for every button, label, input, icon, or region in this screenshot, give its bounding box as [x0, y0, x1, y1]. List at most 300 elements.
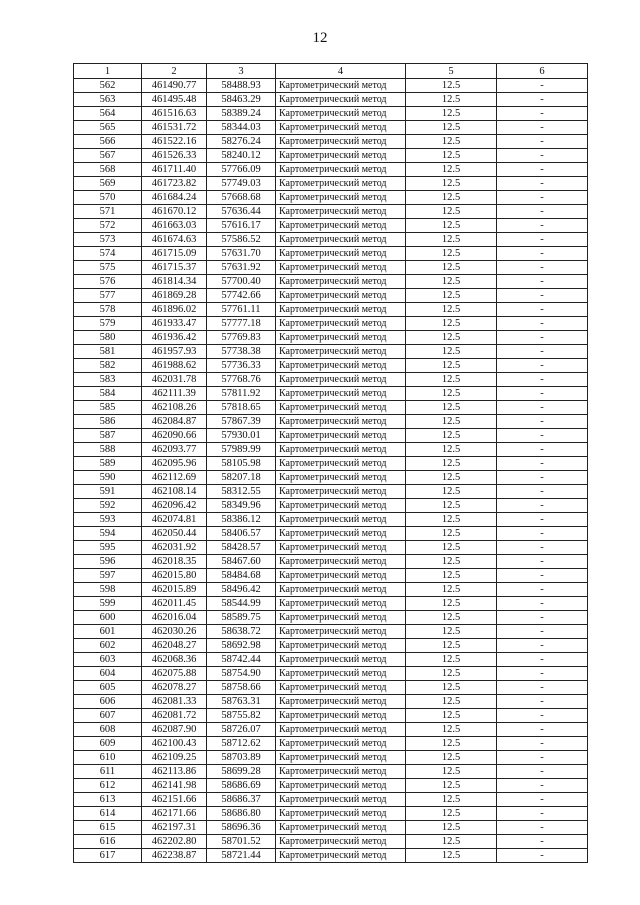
note-cell: -	[497, 527, 588, 541]
table-row	[74, 513, 588, 527]
x-coordinate-cell: 462096.42	[142, 499, 207, 513]
accuracy-cell: 12.5	[406, 317, 497, 331]
table-row	[74, 625, 588, 639]
table-row	[74, 821, 588, 835]
y-coordinate-cell: 58389.24	[207, 107, 276, 121]
x-coordinate-cell: 461522.16	[142, 135, 207, 149]
accuracy-cell: 12.5	[406, 373, 497, 387]
method-cell: Картометрический метод	[276, 569, 406, 583]
method-cell: Картометрический метод	[276, 205, 406, 219]
x-coordinate-cell: 462048.27	[142, 639, 207, 653]
table-row	[74, 681, 588, 695]
accuracy-cell: 12.5	[406, 499, 497, 513]
table-row	[74, 317, 588, 331]
y-coordinate-cell: 58276.24	[207, 135, 276, 149]
y-coordinate-cell: 58686.80	[207, 807, 276, 821]
table-row	[74, 751, 588, 765]
method-cell: Картометрический метод	[276, 443, 406, 457]
note-cell: -	[497, 513, 588, 527]
y-coordinate-cell: 57930.01	[207, 429, 276, 443]
accuracy-cell: 12.5	[406, 555, 497, 569]
table-row	[74, 597, 588, 611]
method-cell: Картометрический метод	[276, 345, 406, 359]
note-cell: -	[497, 681, 588, 695]
x-coordinate-cell: 461670.12	[142, 205, 207, 219]
y-coordinate-cell: 58105.98	[207, 457, 276, 471]
y-coordinate-cell: 58763.31	[207, 695, 276, 709]
x-coordinate-cell: 462068.36	[142, 653, 207, 667]
method-cell: Картометрический метод	[276, 331, 406, 345]
x-coordinate-cell: 462011.45	[142, 597, 207, 611]
point-number-cell: 571	[74, 205, 142, 219]
point-number-cell: 617	[74, 849, 142, 863]
table-header-row	[74, 64, 588, 79]
accuracy-cell: 12.5	[406, 275, 497, 289]
x-coordinate-cell: 462016.04	[142, 611, 207, 625]
method-cell: Картометрический метод	[276, 765, 406, 779]
y-coordinate-cell: 58544.99	[207, 597, 276, 611]
y-coordinate-cell: 58754.90	[207, 667, 276, 681]
note-cell: -	[497, 639, 588, 653]
table-row	[74, 457, 588, 471]
method-cell: Картометрический метод	[276, 373, 406, 387]
x-coordinate-cell: 461495.48	[142, 93, 207, 107]
x-coordinate-cell: 462090.66	[142, 429, 207, 443]
column-header: 4	[276, 64, 406, 79]
table-row	[74, 387, 588, 401]
x-coordinate-cell: 462093.77	[142, 443, 207, 457]
point-number-cell: 585	[74, 401, 142, 415]
y-coordinate-cell: 58406.57	[207, 527, 276, 541]
y-coordinate-cell: 58496.42	[207, 583, 276, 597]
note-cell: -	[497, 429, 588, 443]
note-cell: -	[497, 317, 588, 331]
note-cell: -	[497, 821, 588, 835]
table-row	[74, 541, 588, 555]
point-number-cell: 589	[74, 457, 142, 471]
x-coordinate-cell: 462238.87	[142, 849, 207, 863]
point-number-cell: 593	[74, 513, 142, 527]
method-cell: Картометрический метод	[276, 471, 406, 485]
method-cell: Картометрический метод	[276, 527, 406, 541]
y-coordinate-cell: 58699.28	[207, 765, 276, 779]
y-coordinate-cell: 58703.89	[207, 751, 276, 765]
y-coordinate-cell: 57636.44	[207, 205, 276, 219]
note-cell: -	[497, 219, 588, 233]
note-cell: -	[497, 79, 588, 93]
accuracy-cell: 12.5	[406, 331, 497, 345]
table-row	[74, 695, 588, 709]
y-coordinate-cell: 57768.76	[207, 373, 276, 387]
table-row	[74, 289, 588, 303]
point-number-cell: 567	[74, 149, 142, 163]
y-coordinate-cell: 58240.12	[207, 149, 276, 163]
point-number-cell: 587	[74, 429, 142, 443]
table-row	[74, 569, 588, 583]
point-number-cell: 608	[74, 723, 142, 737]
table-row	[74, 583, 588, 597]
note-cell: -	[497, 443, 588, 457]
x-coordinate-cell: 462100.43	[142, 737, 207, 751]
page-number: 12	[312, 30, 328, 46]
table-row	[74, 835, 588, 849]
method-cell: Картометрический метод	[276, 499, 406, 513]
accuracy-cell: 12.5	[406, 625, 497, 639]
point-number-cell: 586	[74, 415, 142, 429]
point-number-cell: 578	[74, 303, 142, 317]
table-body	[74, 79, 588, 863]
method-cell: Картометрический метод	[276, 163, 406, 177]
table-row	[74, 93, 588, 107]
method-cell: Картометрический метод	[276, 807, 406, 821]
note-cell: -	[497, 471, 588, 485]
method-cell: Картометрический метод	[276, 177, 406, 191]
y-coordinate-cell: 58488.93	[207, 79, 276, 93]
table-row	[74, 163, 588, 177]
accuracy-cell: 12.5	[406, 611, 497, 625]
method-cell: Картометрический метод	[276, 485, 406, 499]
y-coordinate-cell: 58755.82	[207, 709, 276, 723]
note-cell: -	[497, 765, 588, 779]
accuracy-cell: 12.5	[406, 569, 497, 583]
method-cell: Картометрический метод	[276, 779, 406, 793]
x-coordinate-cell: 462113.86	[142, 765, 207, 779]
note-cell: -	[497, 653, 588, 667]
x-coordinate-cell: 462015.89	[142, 583, 207, 597]
accuracy-cell: 12.5	[406, 821, 497, 835]
x-coordinate-cell: 461896.02	[142, 303, 207, 317]
method-cell: Картометрический метод	[276, 303, 406, 317]
note-cell: -	[497, 415, 588, 429]
point-number-cell: 566	[74, 135, 142, 149]
table-row	[74, 415, 588, 429]
point-number-cell: 611	[74, 765, 142, 779]
table-row	[74, 779, 588, 793]
note-cell: -	[497, 247, 588, 261]
y-coordinate-cell: 57761.11	[207, 303, 276, 317]
method-cell: Картометрический метод	[276, 737, 406, 751]
y-coordinate-cell: 58758.66	[207, 681, 276, 695]
y-coordinate-cell: 58312.55	[207, 485, 276, 499]
accuracy-cell: 12.5	[406, 289, 497, 303]
point-number-cell: 570	[74, 191, 142, 205]
table-row	[74, 401, 588, 415]
coordinates-table	[73, 63, 588, 863]
point-number-cell: 615	[74, 821, 142, 835]
x-coordinate-cell: 462074.81	[142, 513, 207, 527]
y-coordinate-cell: 57631.92	[207, 261, 276, 275]
method-cell: Картометрический метод	[276, 723, 406, 737]
accuracy-cell: 12.5	[406, 303, 497, 317]
method-cell: Картометрический метод	[276, 317, 406, 331]
method-cell: Картометрический метод	[276, 289, 406, 303]
point-number-cell: 563	[74, 93, 142, 107]
accuracy-cell: 12.5	[406, 401, 497, 415]
accuracy-cell: 12.5	[406, 653, 497, 667]
table-row	[74, 765, 588, 779]
y-coordinate-cell: 58386.12	[207, 513, 276, 527]
table-row	[74, 611, 588, 625]
method-cell: Картометрический метод	[276, 611, 406, 625]
point-number-cell: 584	[74, 387, 142, 401]
accuracy-cell: 12.5	[406, 737, 497, 751]
accuracy-cell: 12.5	[406, 135, 497, 149]
method-cell: Картометрический метод	[276, 275, 406, 289]
x-coordinate-cell: 462109.25	[142, 751, 207, 765]
method-cell: Картометрический метод	[276, 597, 406, 611]
table-row	[74, 737, 588, 751]
accuracy-cell: 12.5	[406, 163, 497, 177]
point-number-cell: 564	[74, 107, 142, 121]
note-cell: -	[497, 373, 588, 387]
accuracy-cell: 12.5	[406, 191, 497, 205]
accuracy-cell: 12.5	[406, 807, 497, 821]
note-cell: -	[497, 737, 588, 751]
point-number-cell: 562	[74, 79, 142, 93]
note-cell: -	[497, 149, 588, 163]
table-row	[74, 793, 588, 807]
y-coordinate-cell: 57989.99	[207, 443, 276, 457]
method-cell: Картометрический метод	[276, 149, 406, 163]
y-coordinate-cell: 57738.38	[207, 345, 276, 359]
y-coordinate-cell: 58467.60	[207, 555, 276, 569]
method-cell: Картометрический метод	[276, 191, 406, 205]
table-row	[74, 177, 588, 191]
point-number-cell: 602	[74, 639, 142, 653]
method-cell: Картометрический метод	[276, 625, 406, 639]
point-number-cell: 574	[74, 247, 142, 261]
point-number-cell: 598	[74, 583, 142, 597]
point-number-cell: 590	[74, 471, 142, 485]
point-number-cell: 609	[74, 737, 142, 751]
x-coordinate-cell: 462030.26	[142, 625, 207, 639]
accuracy-cell: 12.5	[406, 639, 497, 653]
note-cell: -	[497, 835, 588, 849]
table-row	[74, 191, 588, 205]
x-coordinate-cell: 461933.47	[142, 317, 207, 331]
table-row	[74, 121, 588, 135]
note-cell: -	[497, 485, 588, 499]
y-coordinate-cell: 58207.18	[207, 471, 276, 485]
method-cell: Картометрический метод	[276, 121, 406, 135]
table-row	[74, 639, 588, 653]
x-coordinate-cell: 461516.63	[142, 107, 207, 121]
x-coordinate-cell: 462112.69	[142, 471, 207, 485]
x-coordinate-cell: 461715.37	[142, 261, 207, 275]
accuracy-cell: 12.5	[406, 457, 497, 471]
note-cell: -	[497, 345, 588, 359]
y-coordinate-cell: 58344.03	[207, 121, 276, 135]
accuracy-cell: 12.5	[406, 527, 497, 541]
accuracy-cell: 12.5	[406, 597, 497, 611]
point-number-cell: 577	[74, 289, 142, 303]
x-coordinate-cell: 462202.80	[142, 835, 207, 849]
table-row	[74, 233, 588, 247]
table-row	[74, 723, 588, 737]
x-coordinate-cell: 462111.39	[142, 387, 207, 401]
method-cell: Картометрический метод	[276, 233, 406, 247]
y-coordinate-cell: 58701.52	[207, 835, 276, 849]
point-number-cell: 612	[74, 779, 142, 793]
note-cell: -	[497, 401, 588, 415]
accuracy-cell: 12.5	[406, 359, 497, 373]
method-cell: Картометрический метод	[276, 261, 406, 275]
y-coordinate-cell: 57586.52	[207, 233, 276, 247]
y-coordinate-cell: 58721.44	[207, 849, 276, 863]
point-number-cell: 575	[74, 261, 142, 275]
accuracy-cell: 12.5	[406, 849, 497, 863]
table-row	[74, 303, 588, 317]
note-cell: -	[497, 807, 588, 821]
accuracy-cell: 12.5	[406, 107, 497, 121]
y-coordinate-cell: 57766.09	[207, 163, 276, 177]
accuracy-cell: 12.5	[406, 751, 497, 765]
note-cell: -	[497, 541, 588, 555]
accuracy-cell: 12.5	[406, 765, 497, 779]
point-number-cell: 596	[74, 555, 142, 569]
y-coordinate-cell: 57700.40	[207, 275, 276, 289]
note-cell: -	[497, 191, 588, 205]
y-coordinate-cell: 58696.36	[207, 821, 276, 835]
column-header: 2	[142, 64, 207, 79]
point-number-cell: 601	[74, 625, 142, 639]
x-coordinate-cell: 461957.93	[142, 345, 207, 359]
point-number-cell: 603	[74, 653, 142, 667]
x-coordinate-cell: 462081.72	[142, 709, 207, 723]
table-row	[74, 359, 588, 373]
table-row	[74, 219, 588, 233]
method-cell: Картометрический метод	[276, 653, 406, 667]
table-row	[74, 667, 588, 681]
point-number-cell: 604	[74, 667, 142, 681]
note-cell: -	[497, 135, 588, 149]
accuracy-cell: 12.5	[406, 121, 497, 135]
accuracy-cell: 12.5	[406, 387, 497, 401]
accuracy-cell: 12.5	[406, 443, 497, 457]
note-cell: -	[497, 303, 588, 317]
accuracy-cell: 12.5	[406, 793, 497, 807]
point-number-cell: 583	[74, 373, 142, 387]
y-coordinate-cell: 57811.92	[207, 387, 276, 401]
y-coordinate-cell: 57736.33	[207, 359, 276, 373]
accuracy-cell: 12.5	[406, 779, 497, 793]
table-row	[74, 849, 588, 863]
y-coordinate-cell: 58686.37	[207, 793, 276, 807]
accuracy-cell: 12.5	[406, 695, 497, 709]
point-number-cell: 582	[74, 359, 142, 373]
x-coordinate-cell: 461526.33	[142, 149, 207, 163]
accuracy-cell: 12.5	[406, 583, 497, 597]
method-cell: Картометрический метод	[276, 541, 406, 555]
x-coordinate-cell: 461988.62	[142, 359, 207, 373]
point-number-cell: 572	[74, 219, 142, 233]
table-row	[74, 135, 588, 149]
y-coordinate-cell: 58484.68	[207, 569, 276, 583]
method-cell: Картометрический метод	[276, 135, 406, 149]
accuracy-cell: 12.5	[406, 429, 497, 443]
x-coordinate-cell: 461490.77	[142, 79, 207, 93]
x-coordinate-cell: 462197.31	[142, 821, 207, 835]
x-coordinate-cell: 461531.72	[142, 121, 207, 135]
x-coordinate-cell: 461684.24	[142, 191, 207, 205]
note-cell: -	[497, 457, 588, 471]
table-row	[74, 499, 588, 513]
table-row	[74, 261, 588, 275]
accuracy-cell: 12.5	[406, 345, 497, 359]
method-cell: Картометрический метод	[276, 93, 406, 107]
x-coordinate-cell: 461936.42	[142, 331, 207, 345]
x-coordinate-cell: 462075.88	[142, 667, 207, 681]
column-header: 6	[497, 64, 588, 79]
table-row	[74, 527, 588, 541]
accuracy-cell: 12.5	[406, 93, 497, 107]
method-cell: Картометрический метод	[276, 513, 406, 527]
x-coordinate-cell: 461814.34	[142, 275, 207, 289]
point-number-cell: 613	[74, 793, 142, 807]
note-cell: -	[497, 387, 588, 401]
x-coordinate-cell: 462078.27	[142, 681, 207, 695]
method-cell: Картометрический метод	[276, 821, 406, 835]
note-cell: -	[497, 583, 588, 597]
y-coordinate-cell: 58692.98	[207, 639, 276, 653]
table-row	[74, 709, 588, 723]
method-cell: Картометрический метод	[276, 681, 406, 695]
y-coordinate-cell: 58428.57	[207, 541, 276, 555]
accuracy-cell: 12.5	[406, 835, 497, 849]
table-row	[74, 205, 588, 219]
table-row	[74, 471, 588, 485]
method-cell: Картометрический метод	[276, 457, 406, 471]
method-cell: Картометрический метод	[276, 79, 406, 93]
note-cell: -	[497, 331, 588, 345]
y-coordinate-cell: 57742.66	[207, 289, 276, 303]
table-row	[74, 373, 588, 387]
column-header: 5	[406, 64, 497, 79]
point-number-cell: 592	[74, 499, 142, 513]
point-number-cell: 588	[74, 443, 142, 457]
y-coordinate-cell: 58742.44	[207, 653, 276, 667]
note-cell: -	[497, 275, 588, 289]
table-row	[74, 149, 588, 163]
note-cell: -	[497, 569, 588, 583]
table-row	[74, 807, 588, 821]
accuracy-cell: 12.5	[406, 233, 497, 247]
note-cell: -	[497, 107, 588, 121]
y-coordinate-cell: 57616.17	[207, 219, 276, 233]
x-coordinate-cell: 462108.26	[142, 401, 207, 415]
accuracy-cell: 12.5	[406, 471, 497, 485]
x-coordinate-cell: 461711.40	[142, 163, 207, 177]
x-coordinate-cell: 462050.44	[142, 527, 207, 541]
method-cell: Картометрический метод	[276, 639, 406, 653]
point-number-cell: 594	[74, 527, 142, 541]
point-number-cell: 568	[74, 163, 142, 177]
y-coordinate-cell: 58589.75	[207, 611, 276, 625]
accuracy-cell: 12.5	[406, 513, 497, 527]
y-coordinate-cell: 57777.18	[207, 317, 276, 331]
accuracy-cell: 12.5	[406, 177, 497, 191]
note-cell: -	[497, 163, 588, 177]
method-cell: Картометрический метод	[276, 415, 406, 429]
accuracy-cell: 12.5	[406, 667, 497, 681]
accuracy-cell: 12.5	[406, 485, 497, 499]
y-coordinate-cell: 58638.72	[207, 625, 276, 639]
method-cell: Картометрический метод	[276, 793, 406, 807]
accuracy-cell: 12.5	[406, 681, 497, 695]
note-cell: -	[497, 695, 588, 709]
table-row	[74, 345, 588, 359]
x-coordinate-cell: 462095.96	[142, 457, 207, 471]
